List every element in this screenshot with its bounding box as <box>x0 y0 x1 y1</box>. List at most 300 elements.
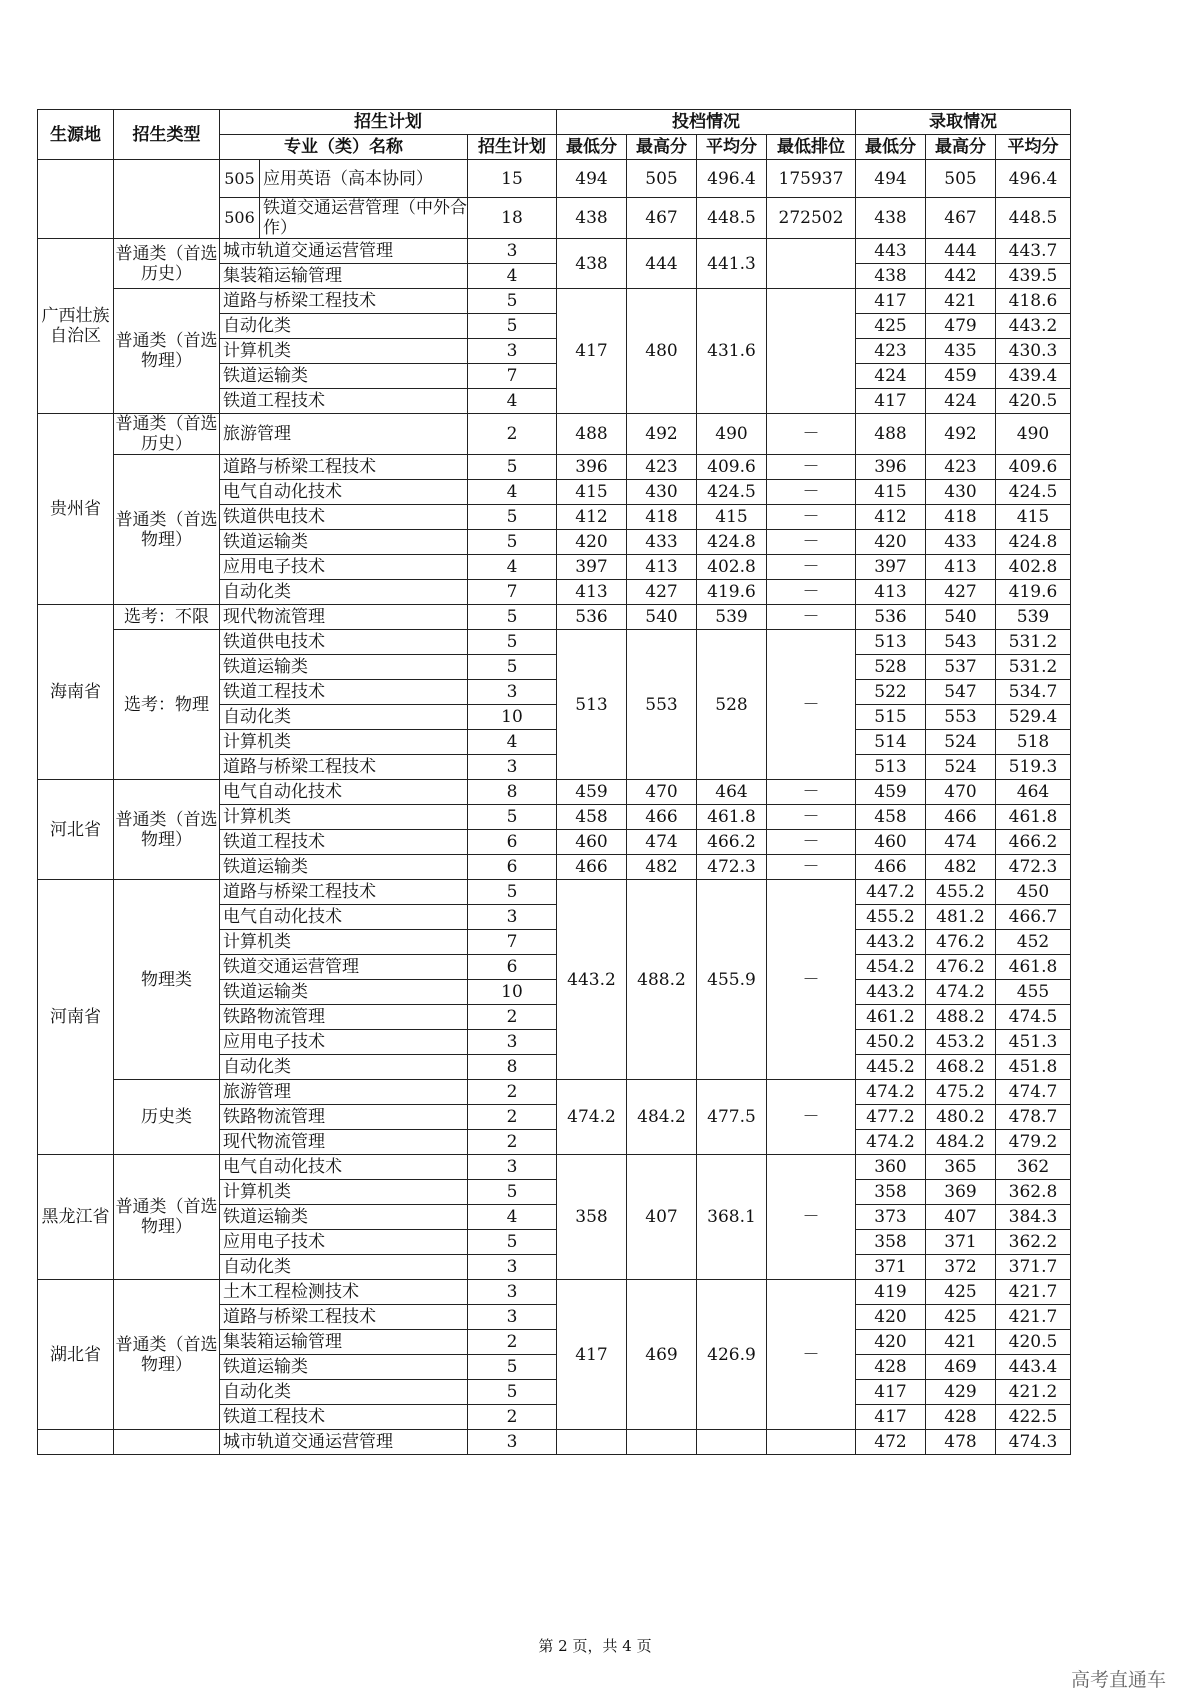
admit-min-cell: 458 <box>856 805 926 830</box>
admit-min-cell: 461.2 <box>856 1005 926 1030</box>
source-region-cell: 海南省 <box>38 605 114 780</box>
major-name-cell: 自动化类 <box>220 1380 468 1405</box>
major-name-cell: 集装箱运输管理 <box>220 1330 468 1355</box>
filing-rank-cell: － <box>767 555 856 580</box>
plan-count-cell: 4 <box>468 730 557 755</box>
admit-min-cell: 417 <box>856 289 926 314</box>
admit-min-cell: 373 <box>856 1205 926 1230</box>
admit-min-cell: 477.2 <box>856 1105 926 1130</box>
source-region-cell: 贵州省 <box>38 414 114 605</box>
admit-max-cell: 469 <box>926 1355 996 1380</box>
admit-avg-cell: 455 <box>996 980 1071 1005</box>
enroll-type-cell: 历史类 <box>114 1080 220 1155</box>
major-name-cell: 铁道工程技术 <box>220 830 468 855</box>
filing-avg-cell: 424.8 <box>697 530 767 555</box>
admit-avg-cell: 496.4 <box>996 160 1071 198</box>
enroll-type-cell: 普通类（首选物理） <box>114 1280 220 1430</box>
header-enroll-type: 招生类型 <box>114 110 220 160</box>
filing-avg-cell: 448.5 <box>697 198 767 239</box>
plan-count-cell: 5 <box>468 805 557 830</box>
header-filing-group: 投档情况 <box>557 110 856 135</box>
plan-count-cell: 5 <box>468 455 557 480</box>
header-file-avg: 平均分 <box>697 135 767 160</box>
source-region-cell <box>38 160 114 239</box>
admit-max-cell: 444 <box>926 239 996 264</box>
admit-min-cell: 466 <box>856 855 926 880</box>
plan-count-cell: 3 <box>468 1255 557 1280</box>
filing-rank-cell: 272502 <box>767 198 856 239</box>
filing-min-cell: 417 <box>557 1280 627 1430</box>
enroll-type-cell: 普通类（首选历史） <box>114 239 220 289</box>
filing-max-cell: 413 <box>627 555 697 580</box>
admit-max-cell: 468.2 <box>926 1055 996 1080</box>
filing-avg-cell: 464 <box>697 780 767 805</box>
admit-max-cell: 547 <box>926 680 996 705</box>
major-name-cell: 道路与桥梁工程技术 <box>220 880 468 905</box>
plan-count-cell: 6 <box>468 955 557 980</box>
enroll-type-cell <box>114 160 220 239</box>
major-name-cell: 现代物流管理 <box>220 1130 468 1155</box>
admit-max-cell: 553 <box>926 705 996 730</box>
admit-avg-cell: 529.4 <box>996 705 1071 730</box>
filing-max-cell: 467 <box>627 198 697 239</box>
major-name-cell: 电气自动化技术 <box>220 1155 468 1180</box>
admit-min-cell: 443.2 <box>856 930 926 955</box>
admit-max-cell: 369 <box>926 1180 996 1205</box>
major-name-cell: 铁道工程技术 <box>220 389 468 414</box>
plan-count-cell: 10 <box>468 705 557 730</box>
major-name-cell: 计算机类 <box>220 339 468 364</box>
plan-count-cell: 3 <box>468 239 557 264</box>
filing-min-cell: 420 <box>557 530 627 555</box>
major-name-cell: 现代物流管理 <box>220 605 468 630</box>
filing-rank-cell: － <box>767 830 856 855</box>
admit-avg-cell: 464 <box>996 780 1071 805</box>
plan-count-cell: 8 <box>468 780 557 805</box>
plan-count-cell: 5 <box>468 1355 557 1380</box>
admit-min-cell: 515 <box>856 705 926 730</box>
source-region-cell <box>38 1430 114 1455</box>
admit-min-cell: 420 <box>856 1330 926 1355</box>
filing-max-cell: 433 <box>627 530 697 555</box>
filing-rank-cell: － <box>767 1080 856 1155</box>
filing-avg-cell: 528 <box>697 630 767 780</box>
admit-avg-cell: 472.3 <box>996 855 1071 880</box>
admit-avg-cell: 461.8 <box>996 955 1071 980</box>
plan-count-cell: 18 <box>468 198 557 239</box>
plan-count-cell: 4 <box>468 1205 557 1230</box>
enroll-type-cell: 普通类（首选物理） <box>114 289 220 414</box>
table-row <box>38 160 1071 198</box>
admit-avg-cell: 490 <box>996 414 1071 455</box>
admit-avg-cell: 466.7 <box>996 905 1071 930</box>
plan-count-cell: 7 <box>468 364 557 389</box>
source-region-cell: 黑龙江省 <box>38 1155 114 1280</box>
header-admit-group: 录取情况 <box>856 110 1071 135</box>
source-region-cell: 河北省 <box>38 780 114 880</box>
filing-avg-cell: 490 <box>697 414 767 455</box>
admit-avg-cell: 424.8 <box>996 530 1071 555</box>
admit-avg-cell: 402.8 <box>996 555 1071 580</box>
filing-max-cell: 553 <box>627 630 697 780</box>
filing-max-cell: 540 <box>627 605 697 630</box>
admit-avg-cell: 534.7 <box>996 680 1071 705</box>
plan-count-cell: 5 <box>468 630 557 655</box>
filing-rank-cell: 175937 <box>767 160 856 198</box>
major-name-cell: 铁道工程技术 <box>220 680 468 705</box>
filing-avg-cell: 466.2 <box>697 830 767 855</box>
major-name-cell: 铁路物流管理 <box>220 1005 468 1030</box>
admit-min-cell: 472 <box>856 1430 926 1455</box>
filing-rank-cell <box>767 1430 856 1455</box>
plan-count-cell: 3 <box>468 1155 557 1180</box>
enroll-type-cell: 普通类（首选物理） <box>114 455 220 605</box>
enroll-type-cell: 普通类（首选物理） <box>114 1155 220 1280</box>
admit-min-cell: 396 <box>856 455 926 480</box>
filing-avg-cell: 472.3 <box>697 855 767 880</box>
filing-max-cell: 505 <box>627 160 697 198</box>
admit-avg-cell: 362.2 <box>996 1230 1071 1255</box>
major-name-cell: 铁道交通运营管理（中外合作） <box>260 198 468 239</box>
admit-max-cell: 543 <box>926 630 996 655</box>
admit-min-cell: 420 <box>856 530 926 555</box>
filing-min-cell: 438 <box>557 198 627 239</box>
watermark: 高考直通车 <box>1070 1669 1166 1691</box>
admit-min-cell: 528 <box>856 655 926 680</box>
header-plan-count: 招生计划 <box>468 135 557 160</box>
admit-min-cell: 447.2 <box>856 880 926 905</box>
filing-avg-cell: 368.1 <box>697 1155 767 1280</box>
filing-min-cell: 460 <box>557 830 627 855</box>
filing-max-cell: 418 <box>627 505 697 530</box>
filing-rank-cell: － <box>767 805 856 830</box>
admit-avg-cell: 531.2 <box>996 655 1071 680</box>
admit-min-cell: 445.2 <box>856 1055 926 1080</box>
filing-min-cell: 513 <box>557 630 627 780</box>
admit-max-cell: 524 <box>926 755 996 780</box>
plan-count-cell: 10 <box>468 980 557 1005</box>
major-name-cell: 计算机类 <box>220 1180 468 1205</box>
filing-max-cell: 482 <box>627 855 697 880</box>
page-footer: 第 2 页，共 4 页 <box>538 1637 652 1655</box>
admit-avg-cell: 518 <box>996 730 1071 755</box>
admit-max-cell: 467 <box>926 198 996 239</box>
admit-min-cell: 514 <box>856 730 926 755</box>
table-row <box>38 1280 1071 1305</box>
enroll-type-cell <box>114 1430 220 1455</box>
plan-count-cell: 5 <box>468 880 557 905</box>
plan-count-cell: 2 <box>468 1405 557 1430</box>
admit-min-cell: 459 <box>856 780 926 805</box>
source-region-cell: 河南省 <box>38 880 114 1155</box>
filing-min-cell: 438 <box>557 239 627 289</box>
admit-min-cell: 424 <box>856 364 926 389</box>
table-row <box>38 289 1071 314</box>
source-region-cell: 广西壮族自治区 <box>38 239 114 414</box>
admit-max-cell: 480.2 <box>926 1105 996 1130</box>
major-name-cell: 应用电子技术 <box>220 1030 468 1055</box>
admit-avg-cell: 450 <box>996 880 1071 905</box>
admit-max-cell: 365 <box>926 1155 996 1180</box>
plan-count-cell: 4 <box>468 480 557 505</box>
admit-max-cell: 435 <box>926 339 996 364</box>
admit-avg-cell: 420.5 <box>996 389 1071 414</box>
filing-max-cell: 407 <box>627 1155 697 1280</box>
admit-avg-cell: 451.8 <box>996 1055 1071 1080</box>
plan-count-cell: 2 <box>468 1005 557 1030</box>
admit-min-cell: 536 <box>856 605 926 630</box>
admit-max-cell: 475.2 <box>926 1080 996 1105</box>
admit-min-cell: 358 <box>856 1180 926 1205</box>
filing-max-cell: 484.2 <box>627 1080 697 1155</box>
filing-min-cell: 417 <box>557 289 627 414</box>
admit-avg-cell: 474.3 <box>996 1430 1071 1455</box>
table-row <box>38 239 1071 264</box>
header-admit-min: 最低分 <box>856 135 926 160</box>
admit-max-cell: 407 <box>926 1205 996 1230</box>
admit-avg-cell: 448.5 <box>996 198 1071 239</box>
source-region-cell: 湖北省 <box>38 1280 114 1430</box>
filing-min-cell: 396 <box>557 455 627 480</box>
plan-count-cell: 6 <box>468 830 557 855</box>
filing-max-cell <box>627 1430 697 1455</box>
admit-avg-cell: 421.7 <box>996 1280 1071 1305</box>
admit-max-cell: 453.2 <box>926 1030 996 1055</box>
enroll-type-cell: 普通类（首选物理） <box>114 780 220 880</box>
major-name-cell: 旅游管理 <box>220 414 468 455</box>
major-name-cell: 自动化类 <box>220 705 468 730</box>
major-name-cell: 计算机类 <box>220 730 468 755</box>
filing-min-cell: 474.2 <box>557 1080 627 1155</box>
major-name-cell: 铁道运输类 <box>220 364 468 389</box>
admit-min-cell: 417 <box>856 1405 926 1430</box>
admit-max-cell: 484.2 <box>926 1130 996 1155</box>
filing-avg-cell: 477.5 <box>697 1080 767 1155</box>
major-name-cell: 集装箱运输管理 <box>220 264 468 289</box>
admit-max-cell: 492 <box>926 414 996 455</box>
plan-count-cell: 5 <box>468 1180 557 1205</box>
major-name-cell: 铁道交通运营管理 <box>220 955 468 980</box>
major-name-cell: 铁道运输类 <box>220 530 468 555</box>
admit-avg-cell: 430.3 <box>996 339 1071 364</box>
plan-count-cell: 3 <box>468 680 557 705</box>
admit-avg-cell: 422.5 <box>996 1405 1071 1430</box>
major-name-cell: 应用英语（高本协同） <box>260 160 468 198</box>
admit-avg-cell: 519.3 <box>996 755 1071 780</box>
admit-max-cell: 433 <box>926 530 996 555</box>
filing-max-cell: 492 <box>627 414 697 455</box>
admit-min-cell: 417 <box>856 1380 926 1405</box>
filing-avg-cell: 426.9 <box>697 1280 767 1430</box>
admit-max-cell: 372 <box>926 1255 996 1280</box>
major-name-cell: 自动化类 <box>220 314 468 339</box>
major-name-cell: 电气自动化技术 <box>220 905 468 930</box>
filing-avg-cell: 402.8 <box>697 555 767 580</box>
plan-count-cell: 5 <box>468 1380 557 1405</box>
admit-max-cell: 427 <box>926 580 996 605</box>
header-admit-avg: 平均分 <box>996 135 1071 160</box>
admit-avg-cell: 418.6 <box>996 289 1071 314</box>
admit-avg-cell: 474.5 <box>996 1005 1071 1030</box>
admit-avg-cell: 466.2 <box>996 830 1071 855</box>
enroll-type-cell: 选考：物理 <box>114 630 220 780</box>
plan-count-cell: 4 <box>468 389 557 414</box>
filing-rank-cell: － <box>767 855 856 880</box>
admit-min-cell: 513 <box>856 630 926 655</box>
admit-min-cell: 358 <box>856 1230 926 1255</box>
filing-rank-cell: － <box>767 455 856 480</box>
header-source-region: 生源地 <box>38 110 114 160</box>
admit-max-cell: 476.2 <box>926 930 996 955</box>
admit-min-cell: 417 <box>856 389 926 414</box>
admit-min-cell: 522 <box>856 680 926 705</box>
admit-min-cell: 420 <box>856 1305 926 1330</box>
admit-max-cell: 459 <box>926 364 996 389</box>
filing-avg-cell: 496.4 <box>697 160 767 198</box>
admit-avg-cell: 362 <box>996 1155 1071 1180</box>
major-name-cell: 铁路物流管理 <box>220 1105 468 1130</box>
filing-max-cell: 466 <box>627 805 697 830</box>
header-admit-max: 最高分 <box>926 135 996 160</box>
filing-rank-cell: － <box>767 1280 856 1430</box>
filing-rank-cell: － <box>767 480 856 505</box>
plan-count-cell: 7 <box>468 580 557 605</box>
admit-max-cell: 418 <box>926 505 996 530</box>
admit-max-cell: 476.2 <box>926 955 996 980</box>
admit-avg-cell: 419.6 <box>996 580 1071 605</box>
filing-max-cell: 474 <box>627 830 697 855</box>
plan-count-cell: 3 <box>468 1030 557 1055</box>
plan-count-cell: 3 <box>468 755 557 780</box>
filing-max-cell: 469 <box>627 1280 697 1430</box>
filing-min-cell: 443.2 <box>557 880 627 1080</box>
admit-max-cell: 488.2 <box>926 1005 996 1030</box>
major-name-cell: 铁道运输类 <box>220 1205 468 1230</box>
plan-count-cell: 2 <box>468 414 557 455</box>
major-name-cell: 自动化类 <box>220 1055 468 1080</box>
filing-avg-cell <box>697 1430 767 1455</box>
admit-max-cell: 474 <box>926 830 996 855</box>
admit-max-cell: 430 <box>926 480 996 505</box>
filing-min-cell: 459 <box>557 780 627 805</box>
filing-rank-cell: － <box>767 630 856 780</box>
admit-max-cell: 371 <box>926 1230 996 1255</box>
admit-avg-cell: 451.3 <box>996 1030 1071 1055</box>
admit-min-cell: 428 <box>856 1355 926 1380</box>
admit-avg-cell: 539 <box>996 605 1071 630</box>
filing-min-cell: 536 <box>557 605 627 630</box>
filing-rank-cell: － <box>767 580 856 605</box>
filing-min-cell: 494 <box>557 160 627 198</box>
plan-count-cell: 7 <box>468 930 557 955</box>
plan-count-cell: 3 <box>468 1280 557 1305</box>
admit-max-cell: 421 <box>926 289 996 314</box>
admit-avg-cell: 439.4 <box>996 364 1071 389</box>
admit-avg-cell: 443.4 <box>996 1355 1071 1380</box>
enroll-type-cell: 物理类 <box>114 880 220 1080</box>
filing-avg-cell: 424.5 <box>697 480 767 505</box>
admit-min-cell: 443 <box>856 239 926 264</box>
filing-max-cell: 423 <box>627 455 697 480</box>
admit-min-cell: 413 <box>856 580 926 605</box>
admit-max-cell: 479 <box>926 314 996 339</box>
admit-min-cell: 474.2 <box>856 1130 926 1155</box>
filing-min-cell: 415 <box>557 480 627 505</box>
admit-max-cell: 524 <box>926 730 996 755</box>
admit-avg-cell: 415 <box>996 505 1071 530</box>
filing-rank-cell: － <box>767 880 856 1080</box>
plan-count-cell: 8 <box>468 1055 557 1080</box>
major-name-cell: 道路与桥梁工程技术 <box>220 1305 468 1330</box>
admit-max-cell: 481.2 <box>926 905 996 930</box>
admit-min-cell: 438 <box>856 264 926 289</box>
admit-min-cell: 423 <box>856 339 926 364</box>
filing-min-cell: 466 <box>557 855 627 880</box>
admit-avg-cell: 443.2 <box>996 314 1071 339</box>
major-name-cell: 道路与桥梁工程技术 <box>220 289 468 314</box>
major-name-cell: 应用电子技术 <box>220 1230 468 1255</box>
enroll-type-cell: 选考：不限 <box>114 605 220 630</box>
header-file-max: 最高分 <box>627 135 697 160</box>
admit-avg-cell: 452 <box>996 930 1071 955</box>
major-name-cell: 铁道工程技术 <box>220 1405 468 1430</box>
plan-count-cell: 6 <box>468 855 557 880</box>
major-name-cell: 道路与桥梁工程技术 <box>220 755 468 780</box>
major-name-cell: 道路与桥梁工程技术 <box>220 455 468 480</box>
plan-count-cell: 2 <box>468 1130 557 1155</box>
admit-avg-cell: 461.8 <box>996 805 1071 830</box>
filing-avg-cell: 441.3 <box>697 239 767 289</box>
major-name-cell: 土木工程检测技术 <box>220 1280 468 1305</box>
plan-count-cell: 3 <box>468 1430 557 1455</box>
table-row <box>38 630 1071 655</box>
major-name-cell: 电气自动化技术 <box>220 780 468 805</box>
filing-avg-cell: 539 <box>697 605 767 630</box>
major-code-cell: 506 <box>220 198 260 239</box>
admit-min-cell: 443.2 <box>856 980 926 1005</box>
admit-max-cell: 455.2 <box>926 880 996 905</box>
admit-max-cell: 421 <box>926 1330 996 1355</box>
admit-avg-cell: 409.6 <box>996 455 1071 480</box>
plan-count-cell: 3 <box>468 1305 557 1330</box>
filing-min-cell: 488 <box>557 414 627 455</box>
major-name-cell: 铁道运输类 <box>220 1355 468 1380</box>
admit-min-cell: 360 <box>856 1155 926 1180</box>
admit-max-cell: 428 <box>926 1405 996 1430</box>
header-plan-group: 招生计划 <box>220 110 557 135</box>
filing-avg-cell: 419.6 <box>697 580 767 605</box>
admit-avg-cell: 424.5 <box>996 480 1071 505</box>
major-name-cell: 旅游管理 <box>220 1080 468 1105</box>
table-row <box>38 414 1071 455</box>
plan-count-cell: 3 <box>468 905 557 930</box>
admit-max-cell: 429 <box>926 1380 996 1405</box>
filing-rank-cell: － <box>767 414 856 455</box>
table-row <box>38 1080 1071 1105</box>
table-row <box>38 880 1071 905</box>
plan-count-cell: 5 <box>468 314 557 339</box>
admit-max-cell: 540 <box>926 605 996 630</box>
plan-count-cell: 2 <box>468 1330 557 1355</box>
plan-count-cell: 5 <box>468 605 557 630</box>
admit-min-cell: 419 <box>856 1280 926 1305</box>
filing-avg-cell: 461.8 <box>697 805 767 830</box>
filing-avg-cell: 409.6 <box>697 455 767 480</box>
admit-avg-cell: 479.2 <box>996 1130 1071 1155</box>
admit-avg-cell: 421.7 <box>996 1305 1071 1330</box>
admit-max-cell: 482 <box>926 855 996 880</box>
header-file-rank: 最低排位 <box>767 135 856 160</box>
